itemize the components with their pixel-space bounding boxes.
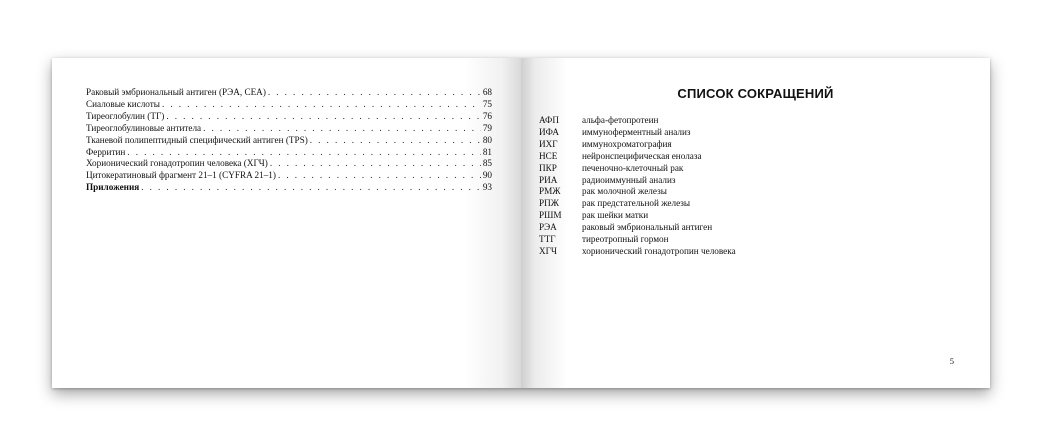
abbreviation-row [539,115,736,127]
abbreviation-term: ПКР [539,162,557,173]
toc-leader-dots [127,147,481,159]
abbreviation-term: РИА [539,174,558,185]
abbreviation-row [539,198,736,210]
toc-entry-title: Сиаловые кислоты [86,98,160,109]
toc-leader-dots [203,123,481,135]
abbreviation-term: РШМ [539,210,562,221]
toc-entry-page: 68 [482,87,492,97]
abbreviation-term: АФП [539,115,559,125]
toc-entry [86,170,492,182]
toc-entry [86,158,492,170]
abbreviations-list [539,115,736,258]
toc-leader-dots [166,111,480,123]
toc-entry-page: 79 [482,122,492,133]
toc-entry [86,123,492,135]
toc-entry-page: 80 [482,134,492,145]
toc-entry-page: 81 [482,146,492,157]
abbreviation-row [539,139,736,151]
toc-entry [86,147,492,159]
toc-entry [86,182,492,194]
abbreviation-term: ХГЧ [539,245,557,256]
left-page [52,58,521,388]
toc-entry-title: Хорионический гонадотропин человека (ХГЧ) [86,158,268,169]
toc-leader-dots [270,158,481,170]
abbreviation-meaning: рак шейки матки [582,210,649,221]
toc-entry [86,111,492,123]
toc-leader-dots [141,182,481,194]
toc-entry-page: 75 [482,98,492,109]
toc-entry-page: 85 [482,158,492,169]
abbreviation-meaning: альфа-фетопротеин [582,115,659,125]
abbreviation-row [539,151,736,163]
abbreviation-row [539,234,736,246]
toc-entry-page: 90 [482,170,492,181]
toc-entry-page: 76 [482,110,492,121]
abbreviation-row [539,127,736,139]
abbreviation-term: ТТГ [539,234,556,245]
toc-entry-title: Цитокератиновый фрагмент 21–1 (CYFRA 21–1) [86,170,276,181]
abbreviation-term: РМЖ [539,186,561,197]
abbreviation-meaning: рак молочной железы [582,186,667,197]
book-spread [52,58,990,388]
toc-leader-dots [278,170,481,182]
abbreviation-row [539,210,736,222]
toc-entry-page: 93 [482,182,492,193]
abbreviation-row [539,246,736,258]
abbreviation-term: НСЕ [539,150,558,161]
abbreviation-meaning: иммунохроматография [582,138,672,149]
toc-leader-dots [310,135,481,147]
abbreviation-row [539,175,736,187]
abbreviation-term: РЭА [539,222,557,233]
abbreviation-meaning: тиреотропный гормон [582,234,669,245]
abbreviation-row [539,163,736,175]
abbreviation-meaning: хорионический гонадотропин человека [582,245,736,256]
toc-entry-title: Тиреоглобулиновые антитела [86,122,202,133]
toc-entry-title: Раковый эмбриональный антиген (РЭА, СЕА) [86,87,266,97]
abbreviation-row [539,186,736,198]
page-number: 5 [949,356,954,366]
toc-entry [86,99,492,111]
toc-entry-title: Тиреоглобулин (ТГ) [86,110,165,121]
toc-leader-dots [268,87,481,99]
abbreviation-meaning: радиоиммунный анализ [582,174,676,185]
toc-entry-title: Приложения [86,182,140,193]
abbreviation-row [539,222,736,234]
abbreviation-term: ИФА [539,126,559,137]
toc-entry-title: Тканевой полипептидный специфический антиген (TPS) [86,134,308,145]
abbreviations-title: СПИСОК СОКРАЩЕНИЙ [677,86,834,101]
right-page [521,58,990,388]
toc-entry [86,87,492,99]
toc-leader-dots [162,99,481,111]
abbreviation-meaning: печеночно-клеточный рак [582,162,684,173]
abbreviation-meaning: рак предстательной железы [582,198,691,209]
abbreviation-term: ИХГ [539,138,558,149]
abbreviation-term: РПЖ [539,198,559,209]
abbreviation-meaning: раковый эмбриональный антиген [582,222,713,233]
toc-entry [86,135,492,147]
abbreviation-meaning: иммуноферментный анализ [582,126,691,137]
toc-entry-title: Ферритин [86,146,126,157]
table-of-contents [86,87,492,194]
abbreviation-meaning: нейронспецифическая енолаза [582,150,702,161]
